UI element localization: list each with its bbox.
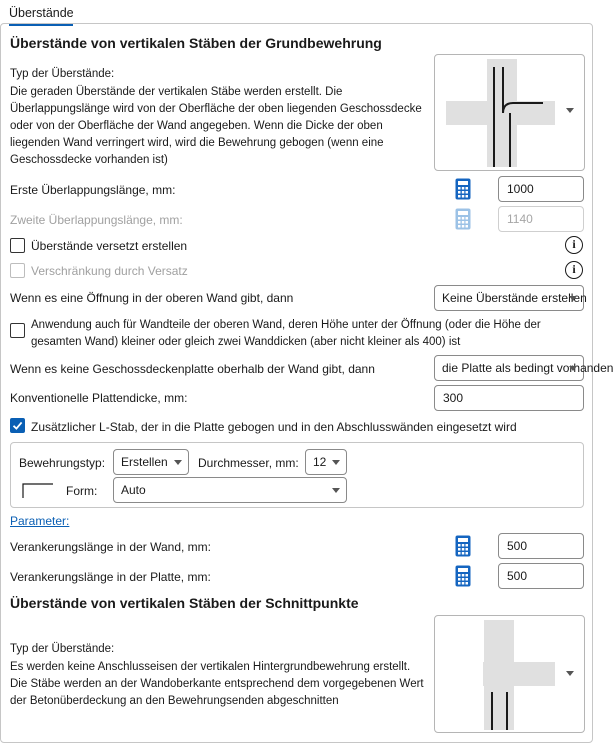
- rebar-type-label: Bewehrungstyp:: [19, 456, 106, 470]
- diameter-value: 12: [313, 455, 327, 469]
- second-overlap-input: 1140: [498, 206, 584, 232]
- diameter-label: Durchmesser, mm:: [198, 456, 299, 470]
- lbar-checkbox[interactable]: [10, 418, 25, 433]
- interlock-checkbox: [10, 263, 25, 278]
- overhang-type-preview-1[interactable]: [434, 54, 585, 171]
- chevron-down-icon[interactable]: [566, 108, 574, 113]
- form-value: Auto: [121, 483, 146, 497]
- staggered-checkbox[interactable]: [10, 238, 25, 253]
- check-icon: [11, 419, 24, 432]
- rebar-type-value: Erstellen: [121, 455, 168, 469]
- lbar-label: Zusätzlicher L-Stab, der in die Platte gebogen und in den Abschlusswänden eingesetzt wird: [31, 420, 517, 434]
- overhang-type-preview-2[interactable]: [434, 615, 585, 733]
- staggered-label: Überstände versetzt erstellen: [31, 239, 188, 253]
- tab-ueberstaende[interactable]: Überstände: [9, 6, 74, 20]
- interlock-label: Verschränkung durch Versatz: [31, 264, 188, 278]
- opening-select-value: Keine Überstände erstellen: [442, 291, 587, 305]
- chevron-down-icon[interactable]: [566, 671, 574, 676]
- anchor-wall-label: Verankerungslänge in der Wand, mm:: [10, 540, 211, 554]
- calculator-icon[interactable]: [455, 178, 471, 203]
- tab-active-indicator: [9, 24, 73, 26]
- parameter-link[interactable]: Parameter:: [10, 514, 70, 528]
- section-title-grundbewehrung: Überstände von vertikalen Stäben der Grundbewehrung: [10, 35, 382, 51]
- chevron-down-icon: [174, 460, 182, 465]
- type-description-2: Es werden keine Anschlusseisen der vertikalen Hintergrundbewehrung erstellt. Die Stäbe werden an der Wandoberkante entsprechend dem vorgegebenen Wert der Betonüberdeckung an den Bewehrungsenden abgeschnitten: [10, 661, 424, 707]
- chevron-down-icon: [332, 460, 340, 465]
- second-overlap-label: Zweite Überlappungslänge, mm:: [10, 213, 183, 227]
- calculator-icon: [455, 208, 471, 233]
- overhang-type-diagram-2: [435, 616, 586, 734]
- info-icon[interactable]: i: [565, 236, 583, 254]
- type-description-1: Die geraden Überstände der vertikalen Stäbe werden erstellt. Die Überlappungslänge wird von der Oberfläche der oben liegenden Geschossdecke oder von der Oberfläche der Wand angegeben. Wenn die Dicke der oben liegenden Wand verringert wird, wird die Bewehrung gebogen (wenn eine Geschossdecke vorhanden ist): [10, 86, 422, 166]
- calculator-icon[interactable]: [455, 565, 471, 590]
- form-label: Form:: [66, 484, 98, 498]
- first-overlap-label: Erste Überlappungslänge, mm:: [10, 183, 176, 197]
- no-slab-select[interactable]: [434, 355, 613, 381]
- anchor-wall-input[interactable]: 500: [498, 533, 584, 559]
- no-slab-label: Wenn es keine Geschossdeckenplatte oberhalb der Wand gibt, dann: [10, 362, 375, 376]
- calculator-icon[interactable]: [455, 535, 471, 560]
- section-title-schnittpunkte: Überstände von vertikalen Stäben der Schnittpunkte: [10, 595, 359, 611]
- diameter-select[interactable]: [305, 449, 347, 475]
- form-select[interactable]: [113, 477, 347, 503]
- type-label-2: Typ der Überstände:: [10, 643, 115, 655]
- opening-label: Wenn es eine Öffnung in der oberen Wand gibt, dann: [10, 291, 294, 305]
- chevron-down-icon: [332, 488, 340, 493]
- rebar-type-select[interactable]: [113, 449, 189, 475]
- first-overlap-input[interactable]: 1000: [498, 176, 584, 202]
- info-icon[interactable]: i: [565, 261, 583, 279]
- anchor-slab-input[interactable]: 500: [498, 563, 584, 589]
- chevron-down-icon: [569, 366, 577, 371]
- apply-checkbox[interactable]: [10, 323, 25, 338]
- conv-thickness-label: Konventionelle Plattendicke, mm:: [10, 391, 188, 405]
- type-label-1: Typ der Überstände:: [10, 68, 115, 80]
- l-shape-icon: [22, 483, 54, 502]
- opening-select[interactable]: [434, 285, 587, 311]
- conv-thickness-input[interactable]: 300: [434, 385, 584, 411]
- no-slab-select-value: die Platte als bedingt vorhanden: [442, 361, 613, 375]
- chevron-down-icon: [569, 296, 577, 301]
- anchor-slab-label: Verankerungslänge in der Platte, mm:: [10, 570, 211, 584]
- overhang-type-diagram-1: [435, 55, 586, 172]
- apply-label: Anwendung auch für Wandteile der oberen Wand, deren Höhe unter der Öffnung (oder die Höhe der gesamten Wand) kleiner oder gleich zwei Wanddicken (aber nicht kleiner als 400) ist: [31, 319, 541, 348]
